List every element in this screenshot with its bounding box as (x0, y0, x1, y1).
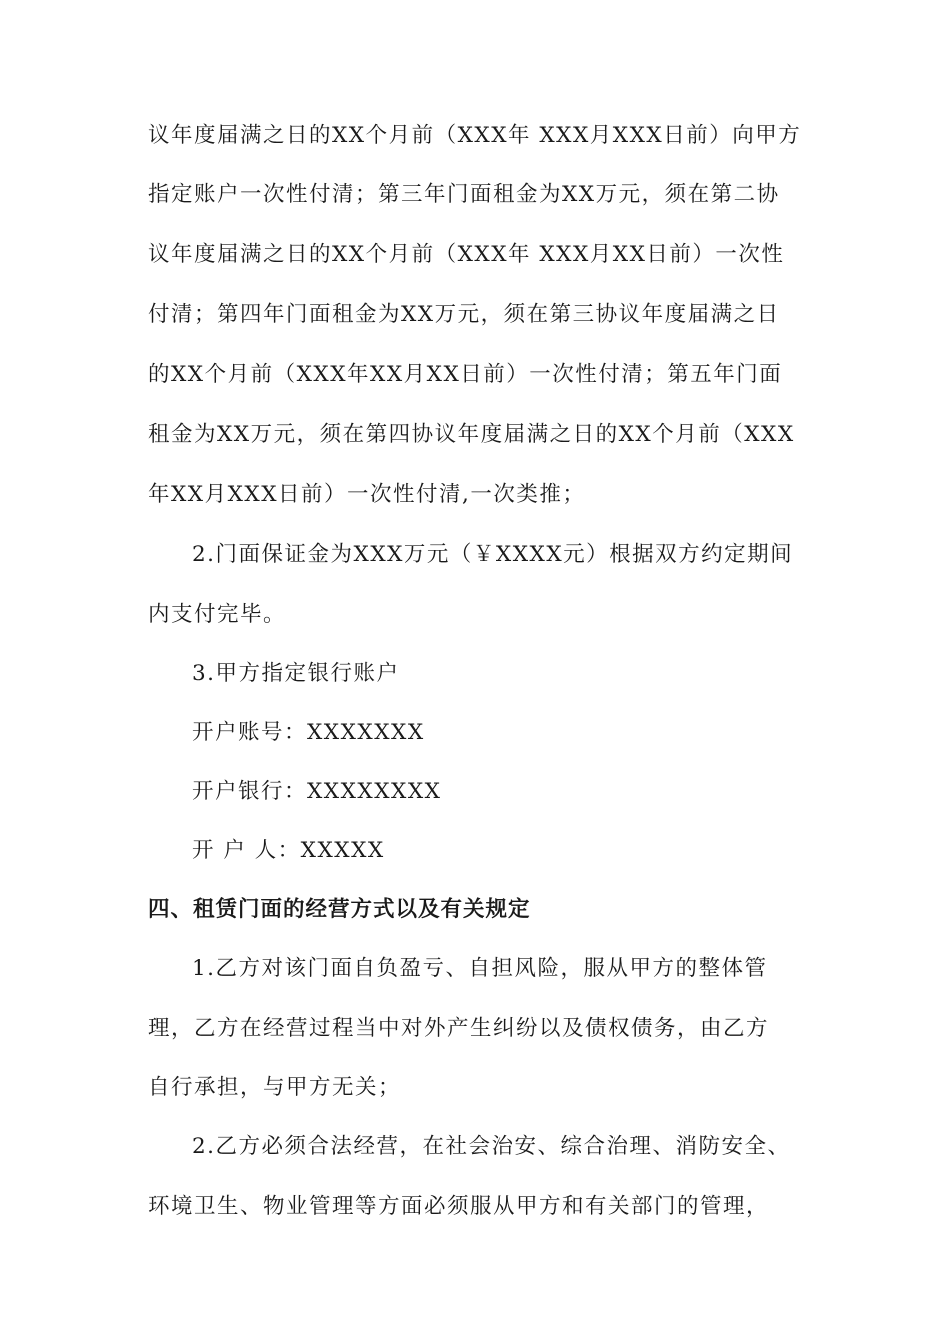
deposit-clause-cont: 内支付完毕。 (148, 602, 287, 627)
section4-item1-cont: 理，乙方在经营过程当中对外产生纠纷以及债权债务，由乙方 (148, 1016, 770, 1041)
section4-item1-cont: 自行承担，与甲方无关； (148, 1075, 402, 1100)
section4-item2-cont: 环境卫生、物业管理等方面必须服从甲方和有关部门的管理， (148, 1194, 770, 1219)
section4-item1: 1.乙方对该门面自负盈亏、自担风险，服从甲方的整体管 (192, 956, 768, 981)
paragraph-line: 的XX个月前（XXX年XX月XX日前）一次性付清；第五年门面 (148, 362, 783, 387)
account-number: 开户账号：XXXXXXX (192, 720, 425, 745)
section-heading: 四、租赁门面的经营方式以及有关规定 (148, 897, 531, 922)
section4-item2: 2.乙方必须合法经营，在社会治安、综合治理、消防安全、 (192, 1134, 791, 1159)
bank-account-title: 3.甲方指定银行账户 (192, 661, 400, 686)
paragraph-line: 议年度届满之日的XX个月前（XXX年 XXX月XX日前）一次性 (148, 242, 785, 267)
paragraph-line: 议年度届满之日的XX个月前（XXX年 XXX月XXX日前）向甲方 (148, 123, 802, 148)
deposit-clause: 2.门面保证金为XXX万元（￥XXXX元）根据双方约定期间 (192, 542, 794, 567)
paragraph-line: 租金为XX万元，须在第四协议年度届满之日的XX个月前（XXX (148, 422, 795, 447)
account-holder: 开 户 人：XXXXX (192, 838, 385, 863)
paragraph-line: 付清；第四年门面租金为XX万元，须在第三协议年度届满之日 (148, 302, 780, 327)
paragraph-line: 年XX月XXX日前）一次性付清,一次类推； (148, 482, 586, 507)
paragraph-line: 指定账户一次性付清；第三年门面租金为XX万元，须在第二协 (148, 182, 780, 207)
bank-name: 开户银行：XXXXXXXX (192, 779, 442, 804)
